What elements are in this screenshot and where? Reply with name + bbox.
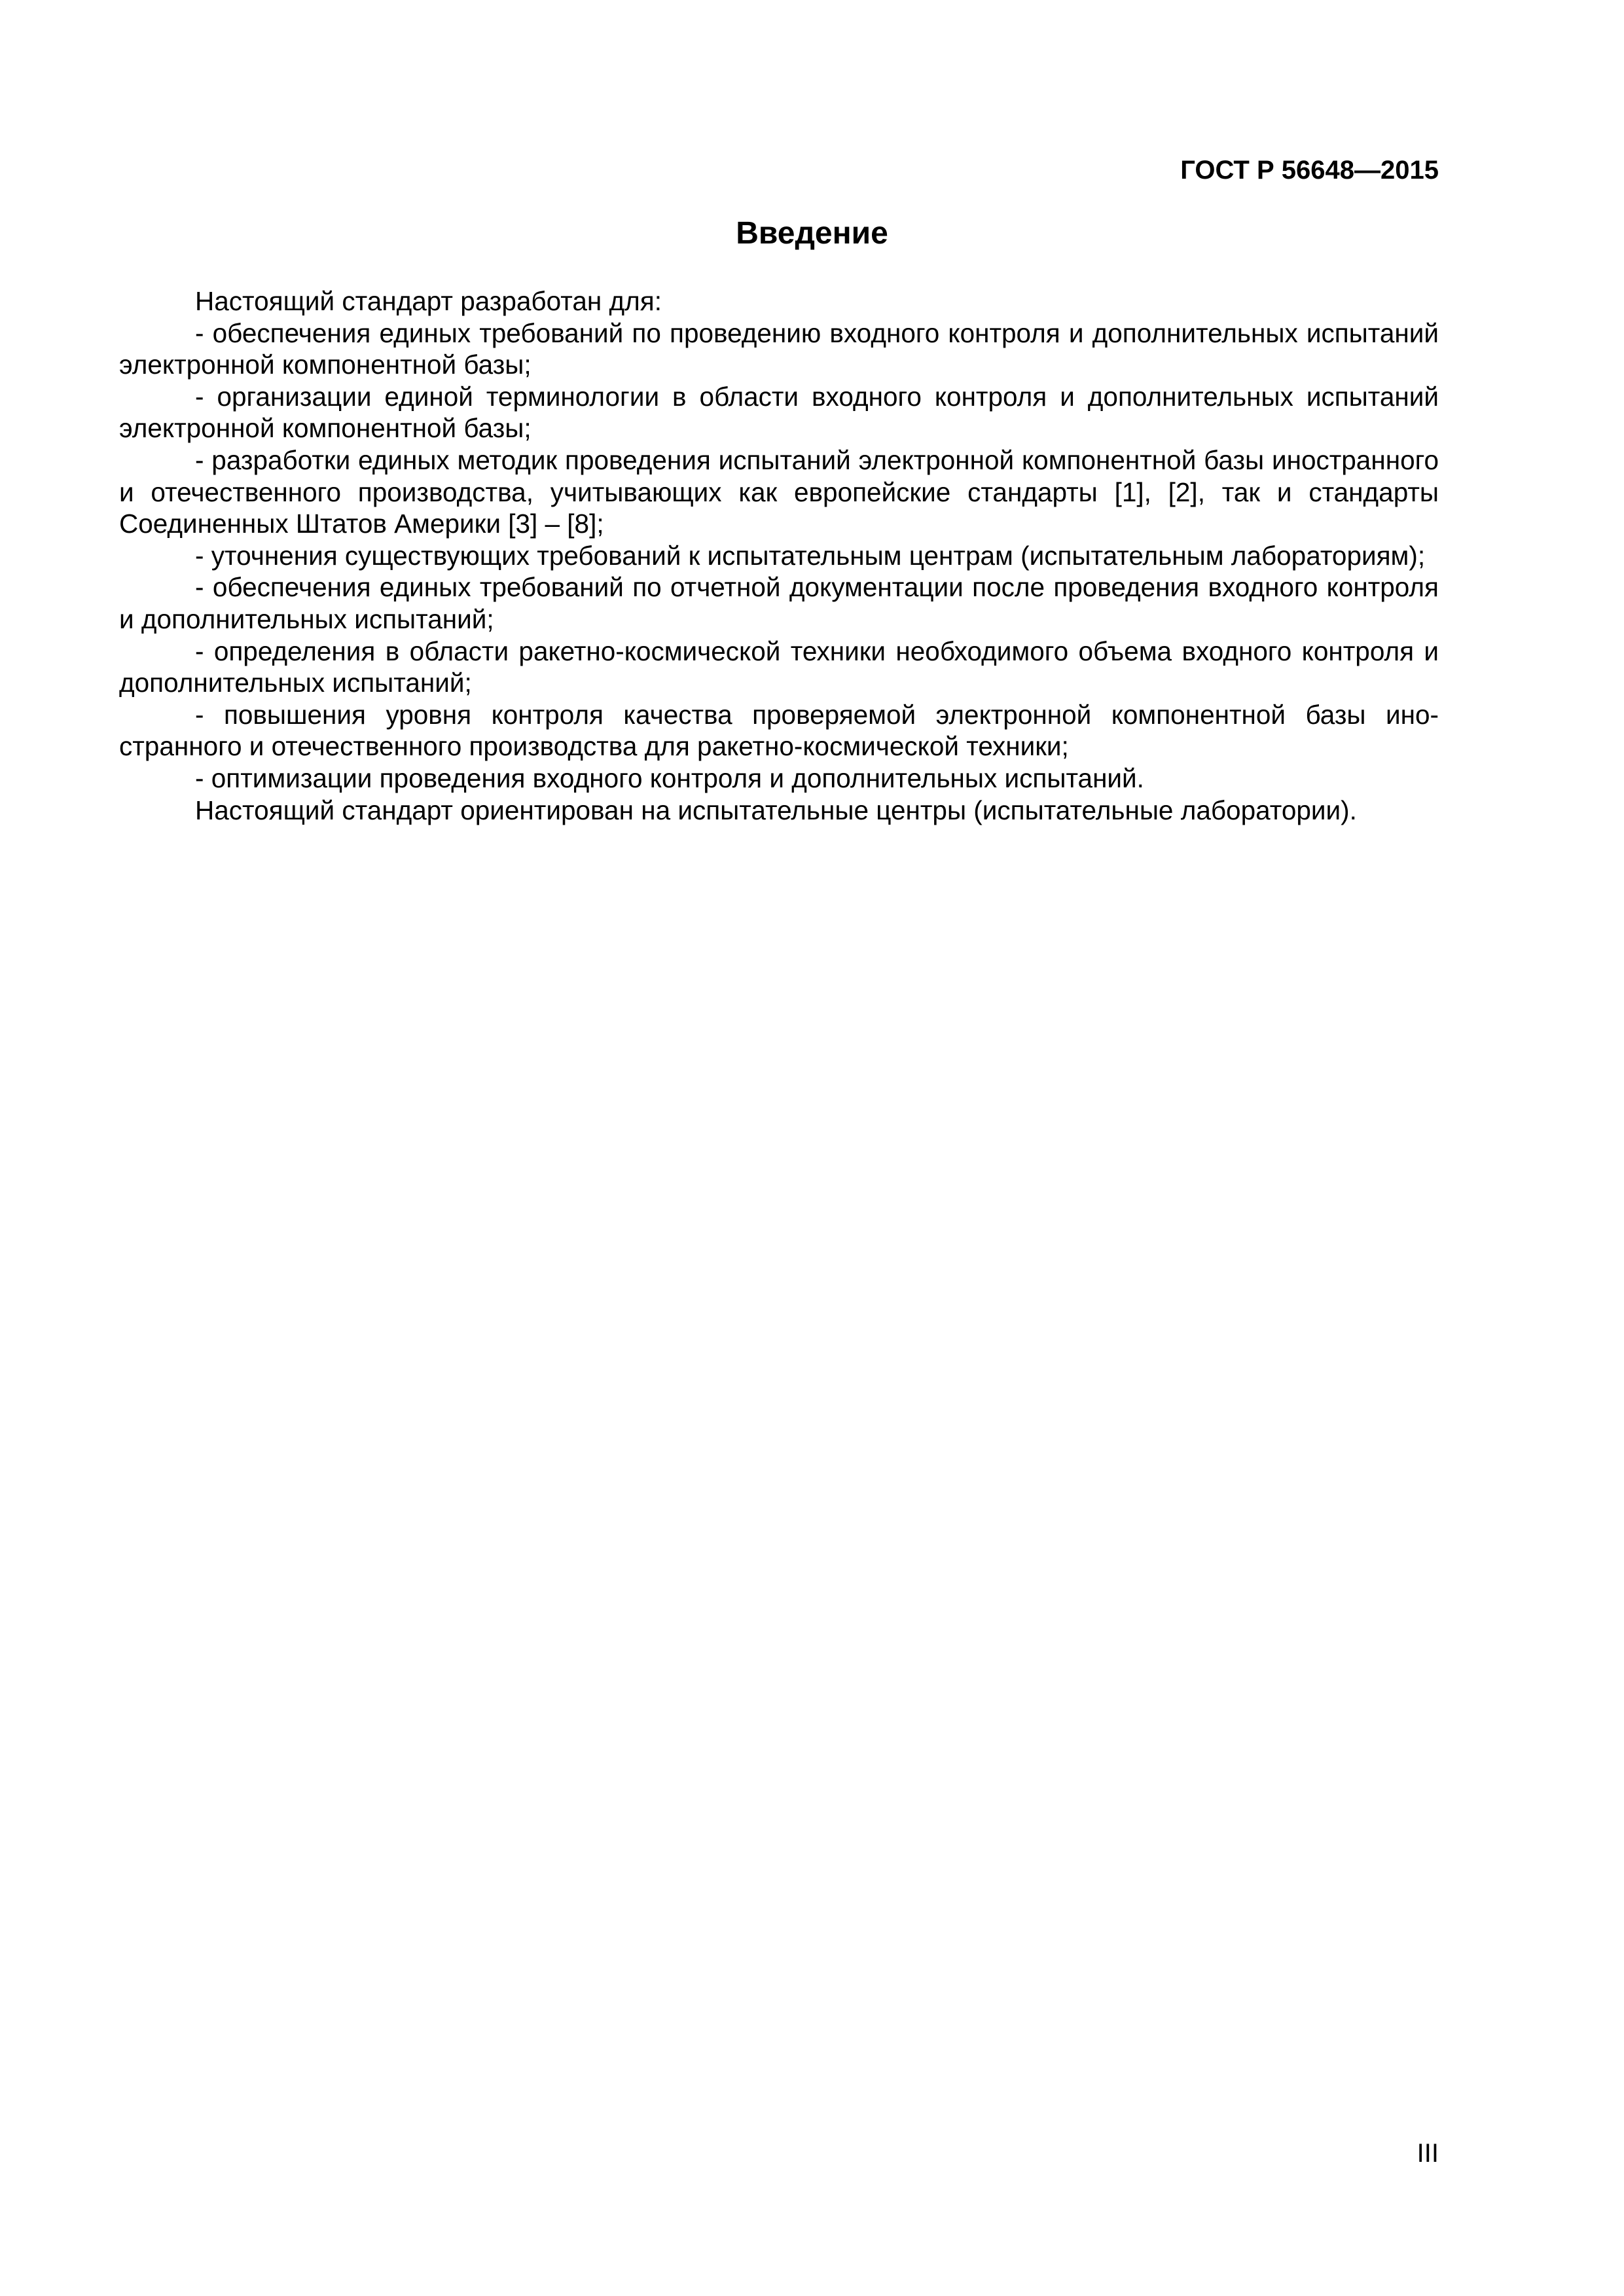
document-code-header: ГОСТ Р 56648—2015 [1180,156,1439,185]
introduction-body [119,285,1439,826]
page-number: III [1416,2139,1439,2168]
list-item: - обеспечения единых требований по проведению входного контроля и дополнительных испытаний электронной компонентной базы; [119,317,1439,380]
list-item: - уточнения существующих требований к испытательным центрам (испытательным лабораториям); [195,540,1426,571]
intro-paragraph: Настоящий стандарт разработан для: [195,286,662,316]
closing-paragraph: Настоящий стандарт ориентирован на испытательные центры (испытательные лаборатории). [195,795,1357,825]
list-item: - повышения уровня контроля качества проверяемой электронной компонентной базы иностранного и отечественного производства для ракетно-космической техники; [119,699,1439,762]
list-item: - разработки единых методик проведения испытаний электронной компонентной базы иностранного и отечественного производства, учитывающих как европейские стандарты [1], [2], так и стандарты Соединенных Штатов Америки [3] – [8]; [119,444,1439,539]
list-item: - организации единой терминологии в области входного контроля и дополнительных испытаний электронной компонентной базы; [119,381,1439,444]
list-item: - определения в области ракетно-космической техники необходимого объема входного контроля и дополнительных испытаний; [119,636,1439,698]
list-item: - обеспечения единых требований по отчетной документации после проведения входного контроля и дополнительных испытаний; [119,572,1439,634]
section-heading: Введение [736,216,888,251]
list-item: - оптимизации проведения входного контроля и дополнительных испытаний. [195,762,1144,793]
